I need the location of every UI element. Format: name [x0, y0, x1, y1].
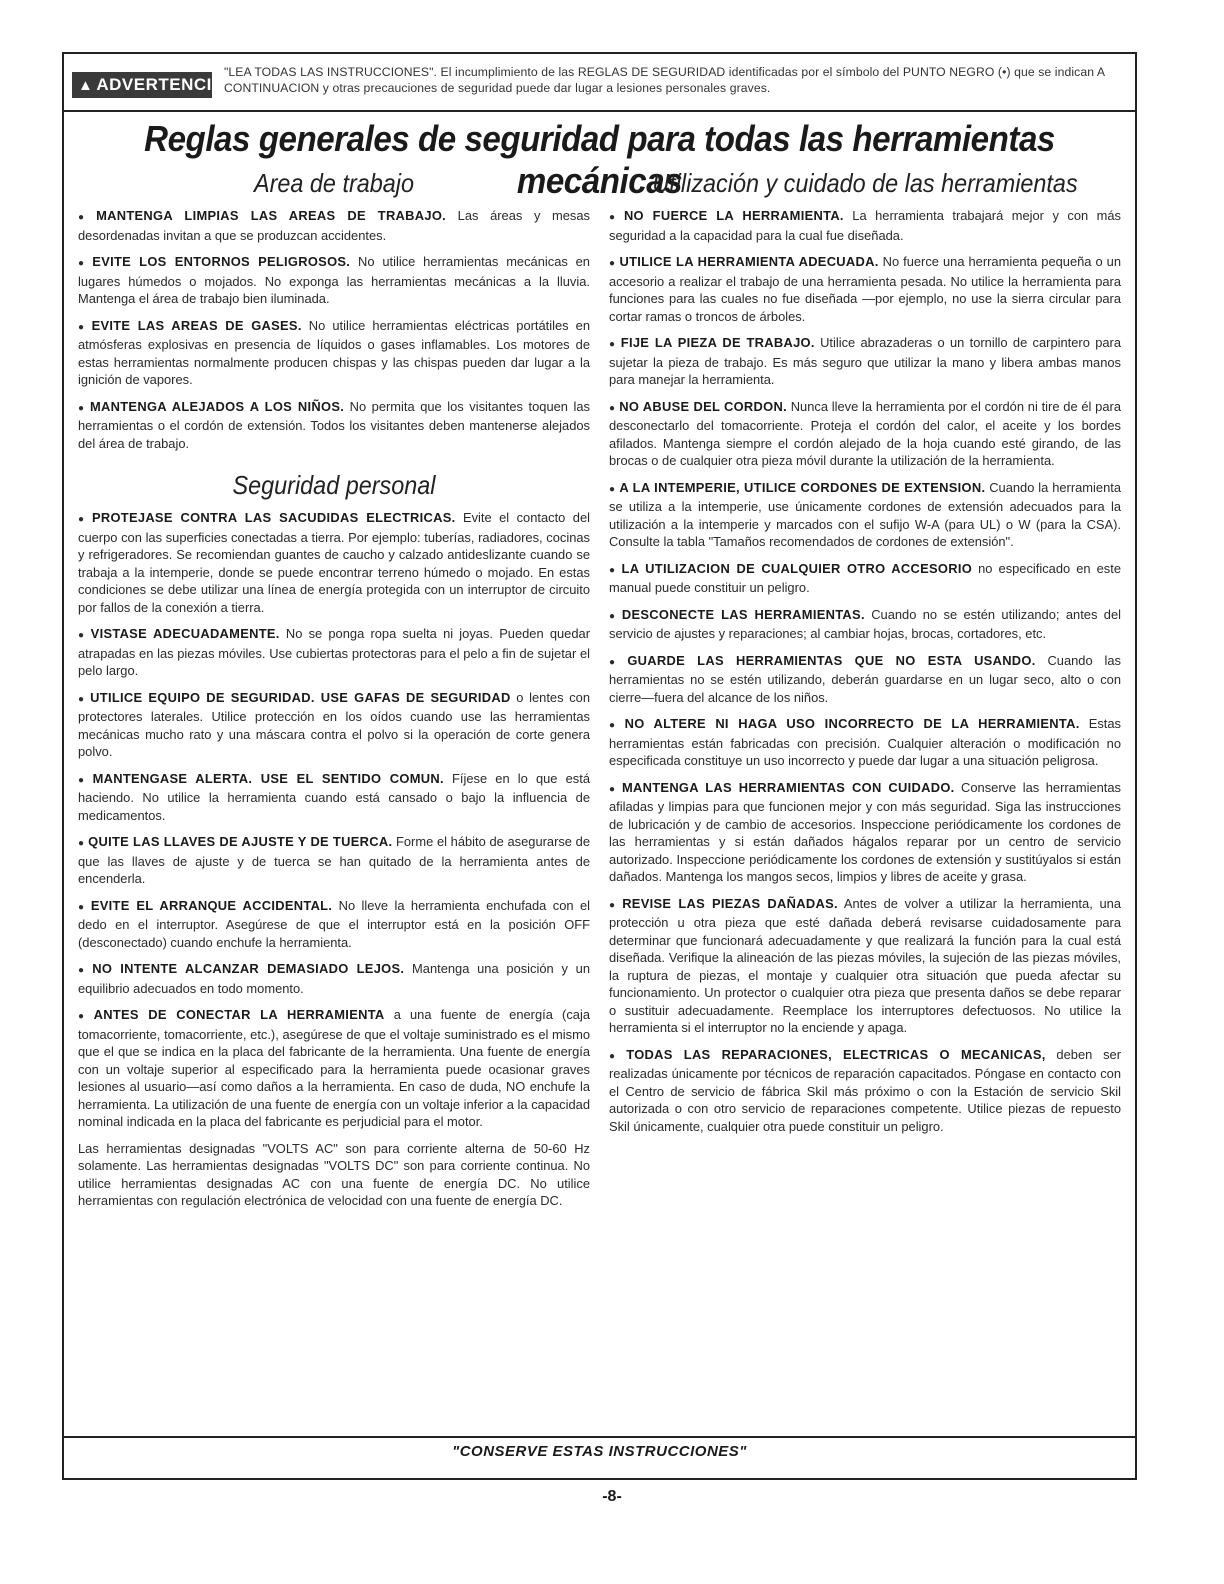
warning-badge [72, 72, 225, 98]
rule-text: Nunca lleve la herramienta por el cordón ni tire de él para desconectarlo del tomacorriente. Proteja el cordón del calor, el aceite y los bordes afilados. Mantenga siempre el cordón alejado de la hoja cuando esté girando, de las brocas o de cualquier otra pieza móvil durante la utilización de la herramienta. [609, 398, 1121, 468]
bullet-icon: ● [609, 656, 624, 668]
rule-text: La herramienta trabajará mejor y con más seguridad a la capacidad para la cual fue diseñada. [609, 208, 1121, 243]
rule-item [78, 317, 590, 389]
section-title-area-de-trabajo: Area de trabajo [253, 168, 415, 198]
warning-badge-label: ADVERTENCIA [96, 75, 225, 94]
bullet-icon: ● [609, 483, 616, 495]
bullet-icon: ● [609, 564, 618, 576]
bullet-icon: ● [609, 402, 616, 414]
footer-note: "CONSERVE ESTAS INSTRUCCIONES" [452, 1443, 747, 1460]
rule-item [609, 1046, 1121, 1136]
personal-safety-rules [78, 509, 590, 1131]
bullet-icon: ● [78, 258, 89, 269]
rule-text: deben ser realizadas únicamente por técnicos de reparación capacitados. Póngase en contacto con el Centro de servicio de fábrica Skil más próximo o con la Estación de servicio Skil autorizada o con otro servicio de reparaciones competente. Utilice piezas de repuesto Skil únicamente, cualquier otra puede constituir un peligro. [609, 1046, 1122, 1134]
bullet-icon: ● [78, 965, 89, 976]
rule-text: No utilice herramientas eléctricas portátiles en atmósferas explosivas en presencia de líquidos o gases inflamables. Los motores de estas herramientas normalmente producen chispas y las chispas pueden dar lugar a la ignición de vapores. [78, 317, 591, 387]
rule-item [609, 253, 1121, 325]
rule-item [78, 689, 590, 761]
rule-text: Estas herramientas están fabricadas con precisión. Cualquier alteración o modificación no especificada constituye un uso incorrecto y puede dar lugar a una situación peligrosa. [609, 716, 1121, 768]
rule-item [609, 895, 1121, 1037]
rule-lead: ANTES DE CONECTAR LA HERRAMIENTA [93, 1007, 385, 1022]
page-number: -8- [602, 1488, 622, 1505]
rule-lead: NO ALTERE NI HAGA USO INCORRECTO DE LA HERRAMIENTA. [624, 716, 1080, 731]
rule-lead: NO INTENTE ALCANZAR DEMASIADO LEJOS. [92, 961, 405, 976]
rule-item [78, 960, 590, 997]
bullet-icon: ● [78, 1011, 90, 1022]
rule-text: No fuerce una herramienta pequeña o un accesorio a realizar el trabajo de una herramienta pesada. No utilice la herramienta para funciones para las cuales no fue diseñada —por ejemplo, no use la sierra circular para cortar ramas o troncos de árboles. [609, 254, 1122, 324]
rule-lead: VISTASE ADECUADAMENTE. [90, 626, 280, 641]
rule-lead: EVITE EL ARRANQUE ACCIDENTAL. [90, 897, 333, 913]
rule-item [78, 1006, 590, 1131]
rule-text: Fíjese en lo que está haciendo. No utilice la herramienta cuando está cansado o bajo la influencia de medicamentos. [78, 770, 590, 823]
bullet-icon: ● [78, 901, 87, 913]
rule-item [78, 833, 590, 888]
rule-text: Cuando no se estén utilizando; antes del servicio de ajustes y reparaciones; al cambiar hojas, brocas, cortadores, etc. [609, 606, 1121, 641]
warning-triangle-icon: ▲ [78, 76, 94, 94]
rule-item [609, 334, 1121, 389]
rule-item [609, 715, 1121, 770]
bullet-icon: ● [78, 402, 86, 414]
bullet-icon: ● [78, 321, 88, 333]
rule-item [609, 479, 1121, 551]
bullet-icon: ● [609, 610, 618, 622]
rule-text: Forme el hábito de asegurarse de que las llaves de ajuste y de tuerca se han quitado de la herramienta antes de encenderla. [78, 834, 590, 886]
bullet-icon: ● [78, 212, 93, 223]
rule-text: no especificado en este manual puede constituir un peligro. [609, 560, 1121, 595]
footer-divider [64, 1436, 1135, 1438]
rule-text: Conserve las herramientas afiladas y limpias para que funcionen mejor y con más seguridad. Siga las instrucciones de lubricación y de cambio de accesorios. Inspeccione periódicamente los cordones de las herramientas y si están dañados hágalos reparar por un centro de servicio autorizado. Inspeccione periódicamente los cordones de extensión y sustitúyalos si están dañados. Mantenga los mangos secos, limpios y libres de aceite y grasa. [609, 779, 1121, 884]
rule-item [78, 897, 590, 952]
rule-lead: MANTENGASE ALERTA. USE EL SENTIDO COMUN. [92, 770, 444, 786]
rule-text: Cuando las herramientas no se estén utilizando, deberán guardarse en un lugar seco, alto o con cierre—fuera del alcance de los niños. [609, 652, 1121, 705]
rule-text: a una fuente de energía (caja tomacorriente, tomacorriente, etc.), asegúrese de que el voltaje suministrado es el mismo que el que se indica en la placa del fabricante de la herramienta. Una fuente de energía con un voltaje superior al especificado para la herramienta puede ocasionar graves lesiones al usuario—así como daños a la herramienta. En caso de duda, NO enchufe la herramienta. La utilización de una fuente de energía con un voltaje inferior a la capacidad nominal indicada en la placa del fabricante es perjudicial para el motor. [78, 1007, 590, 1129]
rule-lead: PROTEJASE CONTRA LAS SACUDIDAS ELECTRICAS. [91, 510, 456, 525]
rule-item [78, 398, 590, 453]
rule-text: No lleve la herramienta enchufada con el dedo en el interruptor. Asegúrese de que el interruptor está en la posición OFF (desconectado) cuando enchufe la herramienta. [78, 897, 590, 950]
rule-lead: QUITE LAS LLAVES DE AJUSTE Y DE TUERCA. [88, 834, 393, 849]
rule-lead: MANTENGA LIMPIAS LAS AREAS DE TRABAJO. [96, 208, 447, 223]
rule-item [78, 253, 590, 308]
bullet-icon: ● [609, 339, 617, 350]
bullet-icon: ● [609, 212, 620, 223]
rule-text: o lentes con protectores laterales. Utilice protección en los oídos cuando use las herramientas mecánicas mucho rato y una máscara contra el polvo si la operación de corte genera polvo. [78, 689, 590, 759]
bullet-icon: ● [78, 838, 85, 849]
right-column [609, 168, 1121, 1144]
rule-item [609, 652, 1121, 707]
rule-lead: EVITE LOS ENTORNOS PELIGROSOS. [92, 254, 351, 269]
rule-text: Utilice abrazaderas o un tornillo de carpintero para sujetar la pieza de trabajo. Es más seguro que utilizar la mano y libera ambas manos para manejar la herramienta. [609, 335, 1121, 387]
section-title-utilizacion: Utilización y cuidado de las herramientas [652, 168, 1078, 198]
bullet-icon: ● [609, 899, 619, 911]
rule-item [609, 560, 1121, 597]
rule-item [78, 770, 590, 825]
rule-item [609, 779, 1121, 886]
rule-lead: UTILICE EQUIPO DE SEGURIDAD. USE GAFAS DE SEGURIDAD [90, 689, 511, 705]
warning-box [64, 54, 1135, 112]
bullet-icon: ● [78, 630, 87, 641]
rule-item [609, 606, 1121, 643]
bullet-icon: ● [78, 693, 87, 705]
rule-text: Evite el contacto del cuerpo con las superficies conectadas a tierra. Por ejemplo: tuberías, radiadores, cocinas y refrigeradores. Se recomiendan guantes de caucho y calzado antideslizante cuando se trabaja a la intemperie, donde se puede encontrar terreno húmedo o mojado. En estas condiciones se debe utilizar una línea de energía protegida con un interruptor de circuito por fallos de la conexión a tierra. [78, 510, 590, 615]
rule-item [609, 398, 1121, 470]
page-title: Reglas generales de seguridad para todas las herramientas mecánicas [144, 118, 1055, 201]
bullet-icon: ● [609, 720, 621, 731]
voltage-note: Las herramientas designadas "VOLTS AC" son para corriente alterna de 50-60 Hz solamente. Las herramientas designadas "VOLTS DC" son para corriente continua. No utilice herramientas designadas AC con una fuente de energía DC. No utilice herramientas con regulación electrónica de velocidad con una fuente de energía DC. [78, 1140, 590, 1208]
rule-lead: NO ABUSE DEL CORDON. [619, 398, 787, 414]
rule-lead: MANTENGA LAS HERRAMIENTAS CON CUIDADO. [621, 779, 955, 795]
rule-lead: GUARDE LAS HERRAMIENTAS QUE NO ESTA USANDO. [627, 652, 1036, 668]
rule-text: No se ponga ropa suelta ni joyas. Pueden quedar atrapadas en las piezas móviles. Use cubiertas protectoras para el pelo a fin de sujetar el pelo largo. [78, 626, 590, 678]
rule-lead: EVITE LAS AREAS DE GASES. [91, 317, 302, 333]
rule-text: No utilice herramientas mecánicas en lugares húmedos o mojados. No exponga las herramientas mecánicas a la lluvia. Mantenga el área de trabajo bien iluminada. [78, 254, 590, 306]
rule-lead: MANTENGA ALEJADOS A LOS NIÑOS. [90, 398, 345, 414]
rule-text: Mantenga una posición y un equilibrio adecuados en todo momento. [78, 961, 590, 996]
rule-lead: LA UTILIZACION DE CUALQUIER OTRO ACCESORIO [621, 560, 973, 576]
rule-lead: UTILICE LA HERRAMIENTA ADECUADA. [619, 254, 879, 269]
rule-lead: NO FUERCE LA HERRAMIENTA. [623, 208, 844, 223]
warning-text: "LEA TODAS LAS INSTRUCCIONES". El incumplimiento de las REGLAS DE SEGURIDAD identificadas por el símbolo del PUNTO NEGRO (•) que se indican A CONTINUACION y otras precauciones de seguridad puede dar lugar a lesiones personales graves. [224, 65, 1105, 95]
rule-text: Antes de volver a utilizar la herramienta, una protección u otra pieza que esté dañada deberá revisarse cuidadosamente para determinar que funcionará adecuadamente y que realizará la función para la cual está diseñada. Verifique la alineación de las piezas móviles, la sujeción de las piezas móviles, la ruptura de piezas, el montaje y cualquier otra situación que pueda afectar su funcionamiento. Un protector o cualquier otra pieza que presenta daños se debe reparar o sustituir adecuadamente. Reemplace los interruptores defectuosos. No utilice la herramienta si el interruptor no la enciende y apaga. [609, 895, 1122, 1035]
rule-text: No permita que los visitantes toquen las herramientas o el cordón de extensión. Todos los visitantes deben mantenerse alejados del área de trabajo. [78, 398, 590, 451]
rule-item [609, 207, 1121, 244]
rule-text: Cuando la herramienta se utiliza a la intemperie, use únicamente cordones de extensión adecuados para la utilización a la intemperie y marcados con el sufijo W-A (para UL) o W (para la CSA). Consulte la tabla "Tamaños recomendados de cordones de extensión". [609, 479, 1122, 549]
bullet-icon: ● [609, 258, 616, 269]
rule-lead: A LA INTEMPERIE, UTILICE CORDONES DE EXTENSION. [619, 479, 986, 495]
section-title-seguridad-personal: Seguridad personal [232, 470, 436, 500]
page-frame [62, 52, 1137, 1480]
rule-item [78, 509, 590, 616]
rule-lead: DESCONECTE LAS HERRAMIENTAS. [621, 606, 865, 622]
rule-item [78, 207, 590, 244]
rule-lead: FIJE LA PIEZA DE TRABAJO. [620, 335, 815, 350]
rule-lead: REVISE LAS PIEZAS DAÑADAS. [622, 895, 838, 911]
bullet-icon: ● [609, 783, 618, 795]
rule-text: Las áreas y mesas desordenadas invitan a que se produzcan accidentes. [78, 208, 590, 243]
rule-item [78, 625, 590, 680]
work-area-rules [78, 207, 590, 452]
left-column [78, 168, 590, 1210]
bullet-icon: ● [609, 1050, 623, 1062]
tool-use-rules [609, 207, 1121, 1135]
bullet-icon: ● [78, 514, 88, 525]
bullet-icon: ● [78, 774, 89, 786]
rule-lead: TODAS LAS REPARACIONES, ELECTRICAS O MECANICAS, [626, 1046, 1046, 1062]
